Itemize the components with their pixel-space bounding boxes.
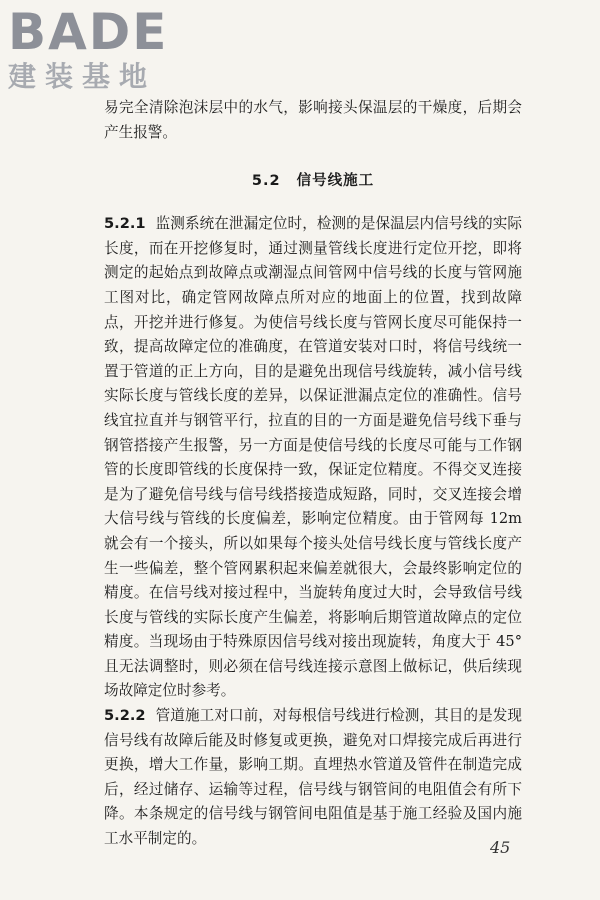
section-number: 5.2 — [251, 173, 281, 190]
clause-paragraph — [104, 212, 522, 704]
clause-text: 监测系统在泄漏定位时，检测的是保温层内信号线的实际长度，而在开挖修复时，通过测量管线长度进行定位开挖，即将测定的起始点到故障点或潮湿点间管网中信号线的长度与管网施工图对比，确定管网故障点所对应的地面上的位置，找到故障点，开挖并进行修复。为使信号线长度与管网长度尽可能保持一致，提高故障定位的准确度，在管道安装对口时，将信号线统一置于管道的正上方向，目的是避免出现信号线旋转，减小信号线实际长度与管线长度的差异，以保证泄漏点定位的准确性。信号线宜拉直并与钢管平行，拉直的目的一方面是避免信号线下垂与钢管搭接产生报警，另一方面是使信号线的长度尽可能与工作钢管的长度即管线的长度保持一致，保证定位精度。不得交叉连接是为了避免信号线与信号线搭接造成短路，同时，交叉连接会增大信号线与管线的长度偏差，影响定位精度。由于管网每 12m 就会有一个接头，所以如果每个接头处信号线长度与管线长度产生一些偏差，整个管网累积起来偏差就很大，会最终影响定位的精度。在信号线对接过程中，当旋转角度过大时，会导致信号线长度与管线的实际长度产生偏差，将影响后期管道故障点的定位精度。当现场由于特殊原因信号线对接出现旋转，角度大于 45°且无法调整时，则必须在信号线连接示意图上做标记，供后续现场故障定位时参考。 — [104, 215, 522, 700]
clause-number: 5.2.1 — [104, 215, 146, 233]
page-number: 45 — [490, 838, 511, 857]
clause-paragraph — [104, 704, 522, 852]
page-body — [104, 96, 522, 852]
watermark-logo — [8, 3, 178, 94]
continuation-paragraph: 易完全清除泡沫层中的水气，影响接头保温层的干燥度，后期会产生报警。 — [104, 99, 522, 141]
watermark-latin: BADE — [8, 3, 169, 61]
section-heading — [104, 169, 522, 190]
clause-text: 管道施工对口前，对每根信号线进行检测，其目的是发现信号线有故障后能及时修复或更换，避免对口焊接完成后再进行更换，增大工作量，影响工期。直埋热水管道及管件在制造完成后，经过储存、运输等过程，信号线与钢管间的电阻值会有所下降。本条规定的信号线与钢管间电阻值是基于施工经验及国内施工水平制定的。 — [104, 707, 522, 848]
section-title: 信号线施工 — [296, 173, 375, 190]
watermark-chinese: 建装基地 — [8, 60, 157, 93]
clause-number: 5.2.2 — [104, 707, 146, 725]
